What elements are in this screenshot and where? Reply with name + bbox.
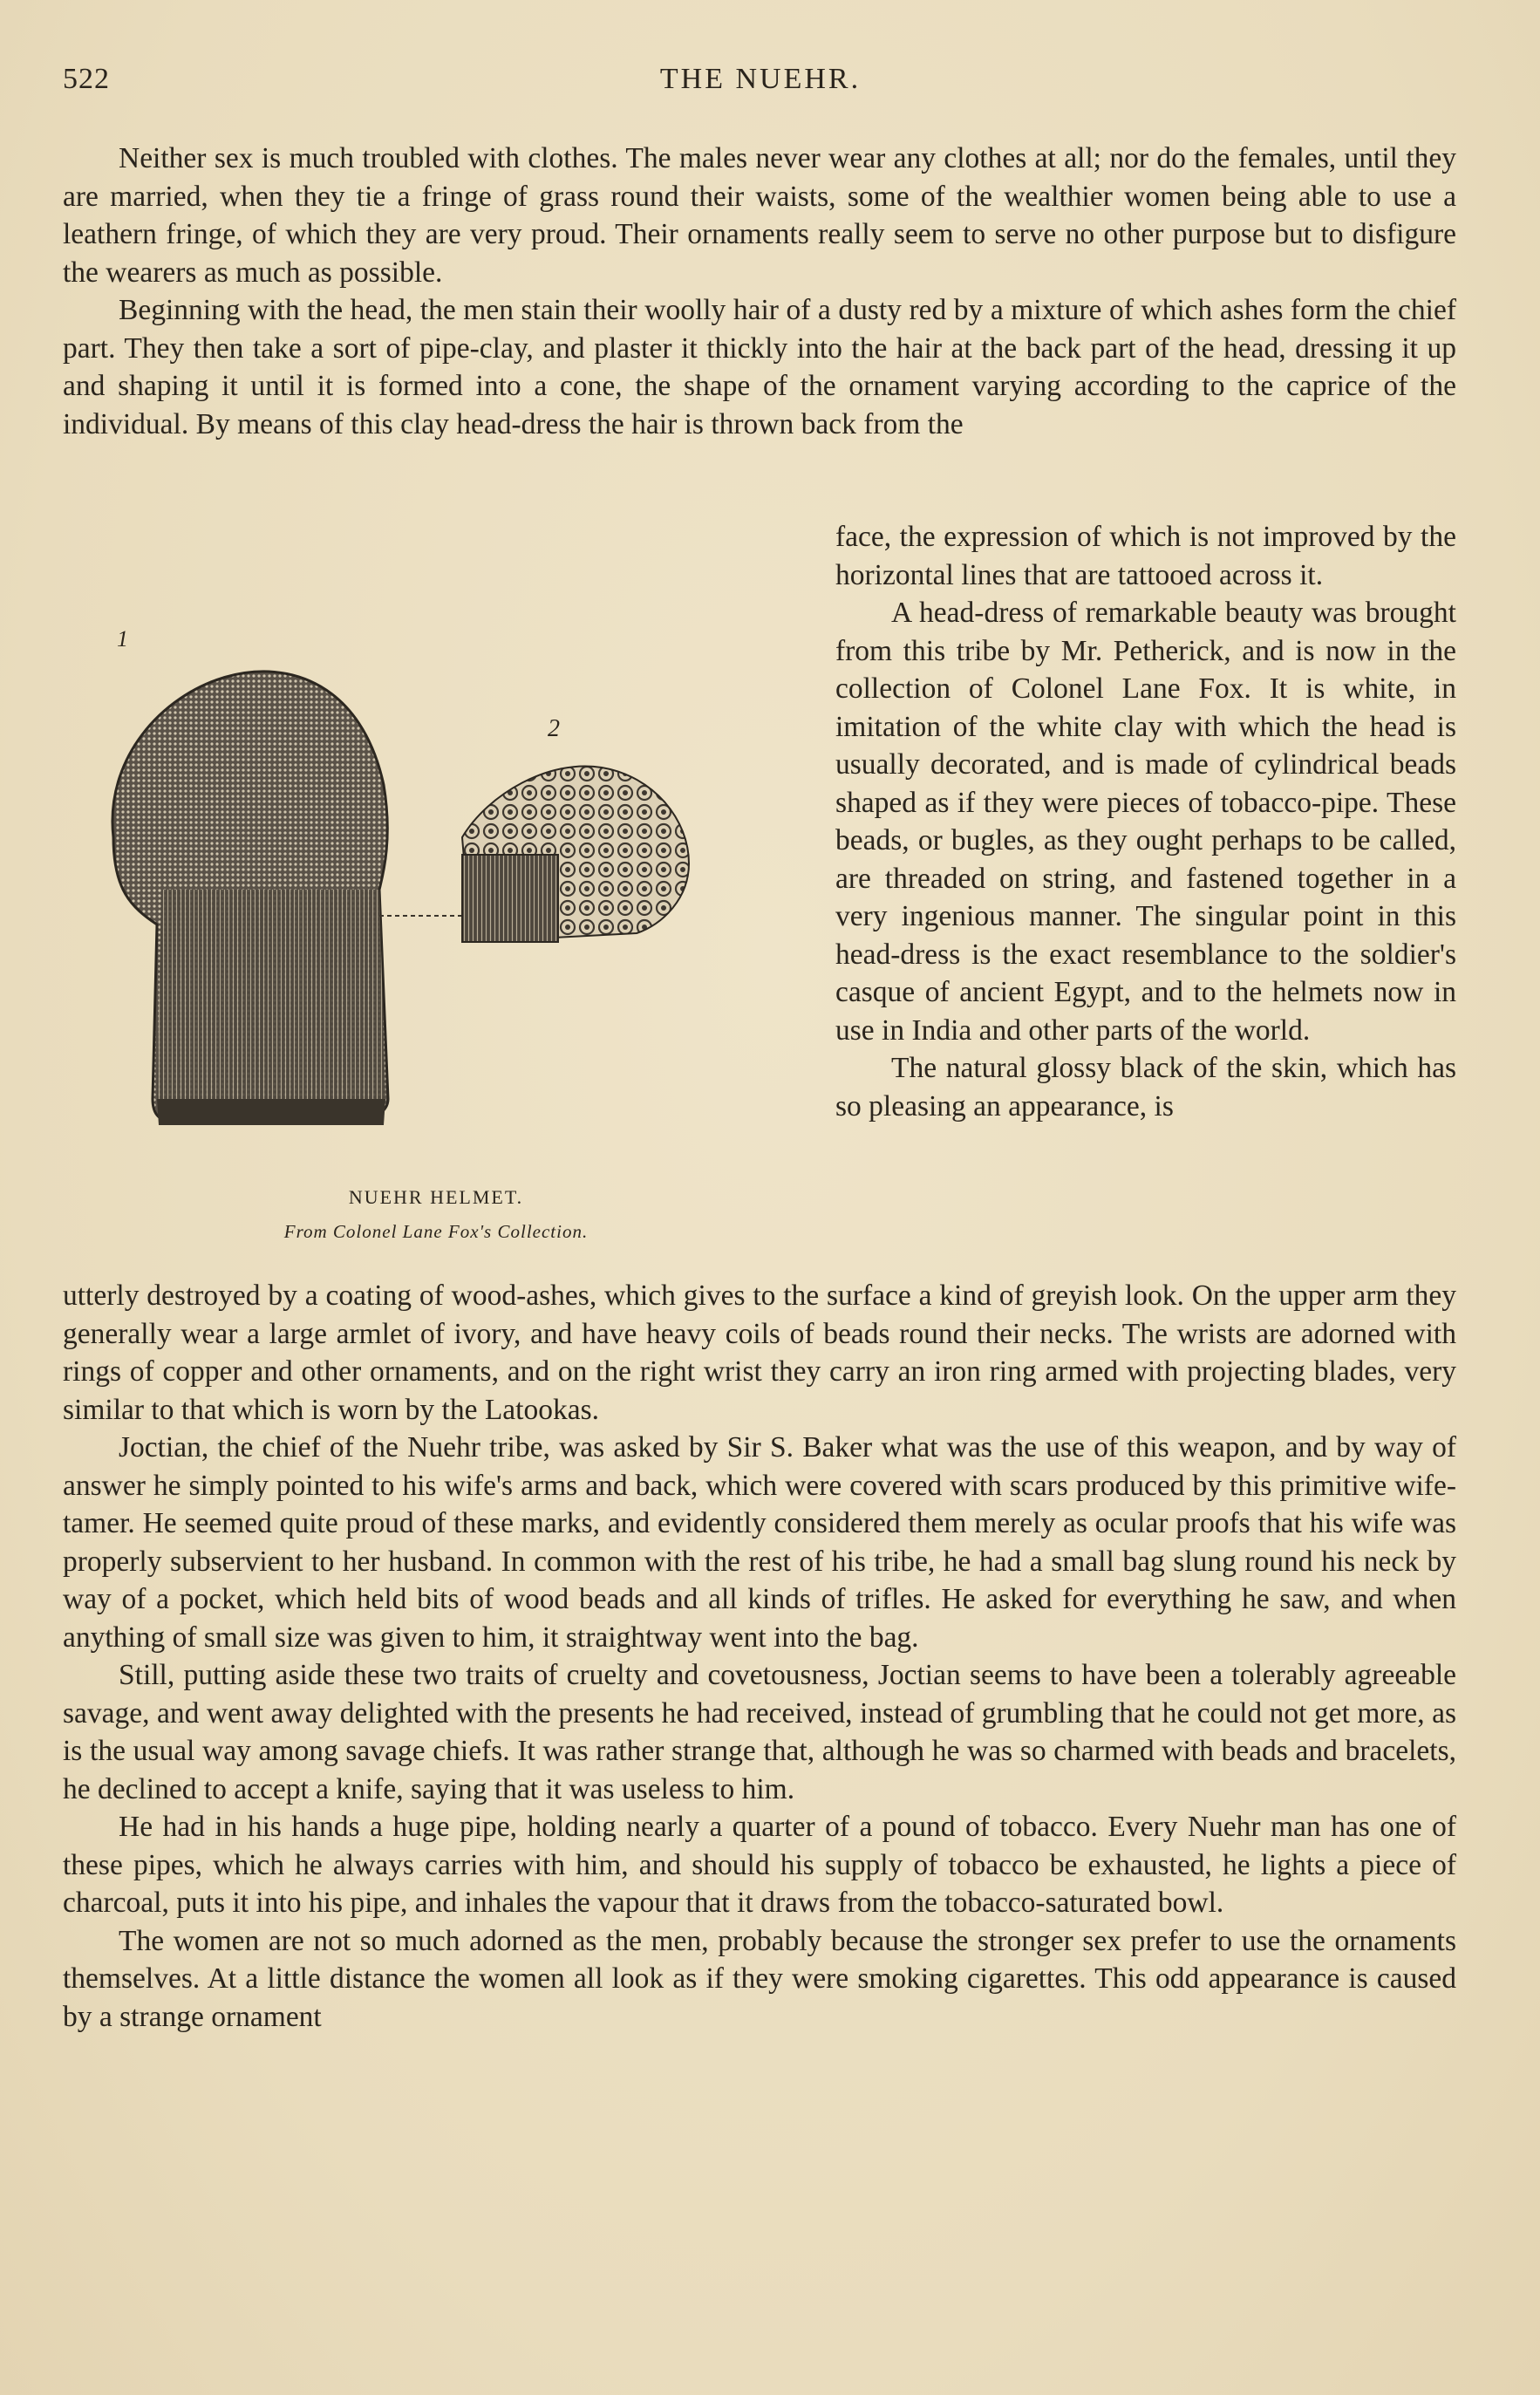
paragraph: Beginning with the head, the men stain their woolly hair of a dusty red by a mixture of which ashes form the chief part. They then take a sort of pipe-clay, and plaster it thickly into the hair at the back part of the head, dressing it up and shaping it until it is formed into a cone, the shape of the ornament varying according to the caprice of the individual. By means of this clay head-dress the hair is thrown back from the — [63, 294, 1456, 440]
running-title: THE NUEHR. — [659, 63, 862, 95]
paragraph: He had in his hands a huge pipe, holding nearly a quarter of a pound of tobacco. Every Nuehr man has one of these pipes, which he always carries with him, and should his supply of tobacco be exhausted, he lights a piece of charcoal, puts it into his pipe, and inhales the vapour that it draws from the tobacco-saturated bowl. — [63, 1811, 1456, 1919]
paragraph: The natural glossy black of the skin, which has so pleasing an appearance, is — [835, 1052, 1456, 1122]
page-number: 522 — [63, 63, 110, 95]
paragraph: A head-dress of remarkable beauty was brought from this tribe by Mr. Petherick, and is now in the collection of Colonel Lane Fox. It is white, in imitation of the white clay with which the head is usually decorated, and is made of cylindrical beads shaped as if they were pieces of tobacco-pipe. These beads, or bugles, as they ought perhaps to be called, are threaded on string, and fastened together in a very ingenious manner. The singular point in this head-dress is the exact resemblance to the soldier's casque of ancient Egypt, and to the helmets now in use in India and other parts of the world. — [835, 597, 1456, 1047]
helmet-illustration — [78, 611, 794, 1169]
helmet-rim — [157, 1099, 385, 1125]
figure-source: From Colonel Lane Fox's Collection. — [283, 1221, 589, 1242]
helmet-detail-strands — [462, 855, 558, 942]
figure-caption: NUEHR HELMET. — [348, 1186, 524, 1208]
paragraph: The women are not so much adorned as the men, probably because the stronger sex prefer to use the ornaments themselves. At a little distance the women all look as if they were smoking cigarettes. This odd appearance is caused by a strange ornament — [63, 1924, 1456, 2033]
paragraph: face, the expression of which is not improved by the horizontal lines that are tattooed across it. — [835, 521, 1456, 591]
text-column-right — [835, 518, 1456, 1125]
running-head — [63, 63, 1458, 106]
paragraph: Neither sex is much troubled with clothes. The males never wear any clothes at all; nor do the females, until they are married, when they tie a fringe of grass round their waists, some of the wealthier women being able to use a leathern fringe, of which they are very proud. Their ornaments really seem to serve no other purpose but to disfigure the wearers as much as possible. — [63, 142, 1456, 289]
text-block-top — [63, 140, 1456, 443]
paragraph: Joctian, the chief of the Nuehr tribe, was asked by Sir S. Baker what was the use of this weapon, and by way of answer he simply pointed to his wife's arms and back, which were covered with scars produced by this primitive wife-tamer. He seemed quite proud of these marks, and evidently considered them merely as ocular proofs that his wife was properly subservient to her husband. In common with the rest of his tribe, he had a small bag slung round his neck by way of a pocket, which held bits of wood beads and all kinds of trifles. He asked for everything he saw, and when anything of small size was given to him, it straightway went into the bag. — [63, 1431, 1456, 1654]
paragraph: Still, putting aside these two traits of cruelty and covetousness, Joctian seems to have been a tolerably agreeable savage, and went away delighted with the presents he had received, instead of grumbling that he could not get more, as is the usual way among savage chiefs. It was rather strange that, although he was so charmed with beads and bracelets, he declined to accept a knife, saying that it was useless to him. — [63, 1659, 1456, 1805]
helmet-neck-guard — [157, 890, 385, 1118]
text-block-bottom — [63, 1277, 1456, 2036]
figure-nuehr-helmet — [78, 611, 794, 1256]
figure-label-2: 2 — [548, 715, 560, 742]
figure-label-1: 1 — [117, 626, 128, 652]
paragraph: utterly destroyed by a coating of wood-ashes, which gives to the surface a kind of greyish look. On the upper arm they generally wear a large armlet of ivory, and have heavy coils of beads round their necks. The wrists are adorned with rings of copper and other ornaments, and on the right wrist they carry an iron ring armed with projecting blades, very similar to that which is worn by the Latookas. — [63, 1279, 1456, 1426]
